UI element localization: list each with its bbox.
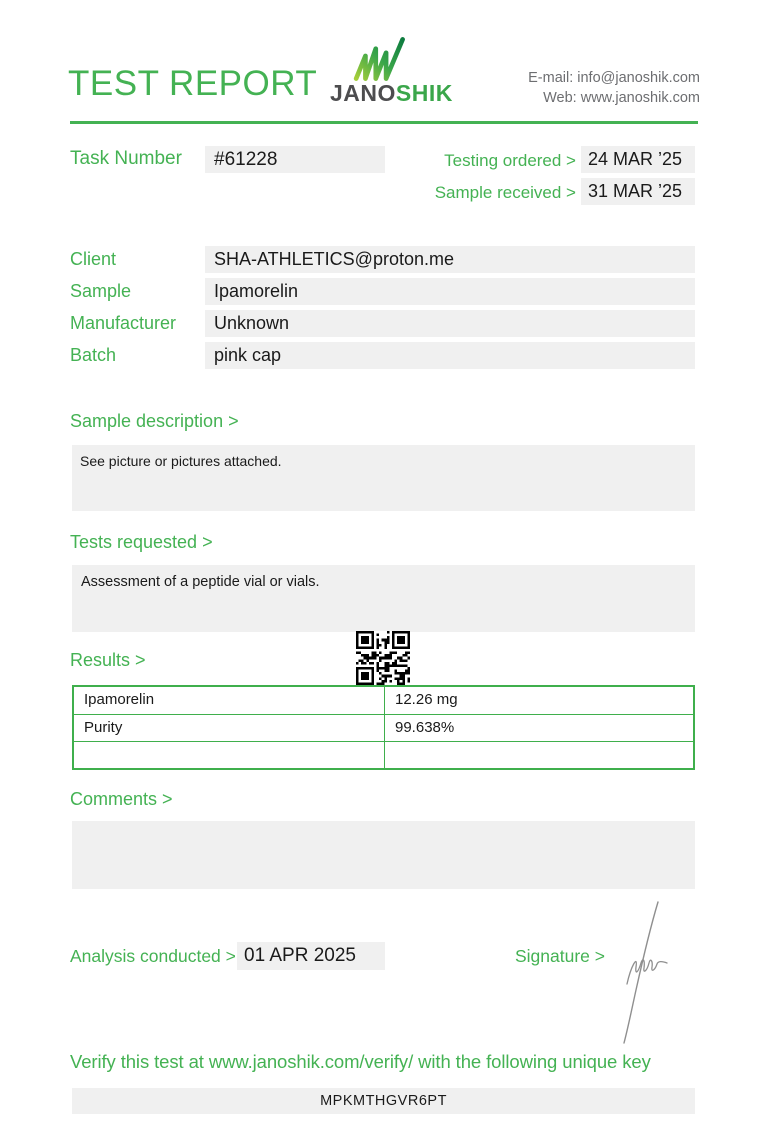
contact-email: E-mail: info@janoshik.com — [528, 70, 700, 86]
table-row — [74, 741, 693, 768]
manufacturer-label: Manufacturer — [70, 313, 177, 333]
client-value: SHA-ATHLETICS@proton.me — [205, 246, 695, 273]
sample-label: Sample — [70, 281, 132, 301]
sample-received-label: Sample received > — [434, 183, 576, 202]
results-table — [72, 685, 695, 770]
logo-text-jano: JANO — [330, 80, 396, 106]
contact-web: Web: www.janoshik.com — [543, 90, 700, 106]
comments-heading: Comments > — [70, 789, 173, 809]
logo-text-shik: SHIK — [395, 80, 453, 106]
tests-requested-box: Assessment of a peptide vial or vials. — [72, 565, 695, 632]
header-divider — [70, 121, 698, 124]
logo-wordmark — [330, 80, 453, 107]
contact-info — [528, 68, 700, 108]
sample-description-box: See picture or pictures attached. — [72, 445, 695, 511]
results-heading: Results > — [70, 650, 146, 670]
result-name — [74, 742, 385, 768]
qr-code — [356, 631, 410, 685]
result-value: 12.26 mg — [395, 691, 458, 708]
verify-key: MPKMTHGVR6PT — [72, 1088, 695, 1114]
tests-requested-heading: Tests requested > — [70, 532, 213, 552]
sample-value: Ipamorelin — [205, 278, 695, 305]
analysis-conducted-value: 01 APR 2025 — [237, 942, 385, 970]
client-label: Client — [70, 249, 117, 269]
batch-value: pink cap — [205, 342, 695, 369]
result-value — [385, 742, 693, 768]
signature-image — [612, 896, 687, 1048]
analysis-conducted-label: Analysis conducted > — [70, 946, 236, 966]
result-name: Ipamorelin — [74, 687, 385, 714]
task-number-label: Task Number — [70, 148, 182, 169]
page-title: TEST REPORT — [68, 64, 318, 103]
sample-description-heading: Sample description > — [70, 411, 239, 431]
chart-logo-icon — [352, 36, 414, 82]
batch-label: Batch — [70, 345, 117, 365]
signature-label: Signature > — [515, 946, 605, 966]
testing-ordered-value: 24 MAR ’25 — [581, 146, 695, 173]
task-number-value: #61228 — [205, 146, 385, 173]
testing-ordered-label: Testing ordered > — [444, 151, 576, 170]
sample-received-value: 31 MAR ’25 — [581, 178, 695, 205]
result-value: 99.638% — [395, 719, 455, 736]
manufacturer-value: Unknown — [205, 310, 695, 337]
table-row — [74, 687, 693, 714]
table-row — [74, 714, 693, 741]
result-name: Purity — [74, 715, 385, 741]
comments-box — [72, 821, 695, 889]
verify-instruction: Verify this test at www.janoshik.com/verify/ with the following unique key — [70, 1051, 651, 1072]
